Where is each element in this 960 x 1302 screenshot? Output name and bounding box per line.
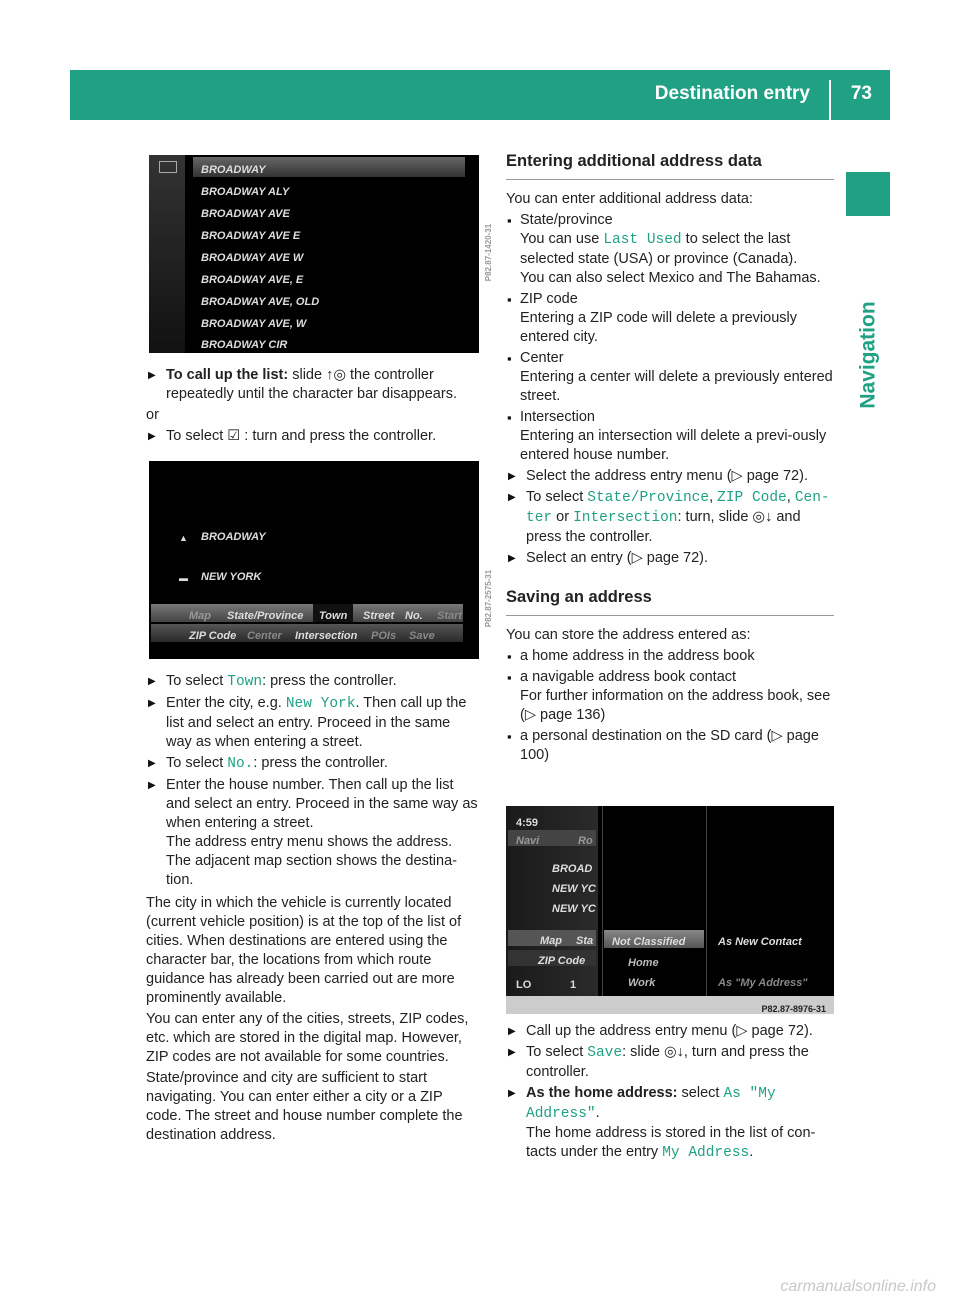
bullet-item: ▪ ZIP code	[506, 290, 834, 309]
detail-text: You can use	[520, 231, 604, 247]
instruction-step: ▶ Enter the house number. Then call up the list and select an entry. Proceed in the same way as when entering a street.	[146, 776, 480, 833]
step-text: slide ↑◎ the controller repeatedly until the character bar disappears.	[166, 367, 457, 402]
paragraph: State/province and city are sufficient to start navigating. You can enter either a city or a ZIP code. The street and house number complete the destination address.	[146, 1070, 463, 1143]
step-text: To select	[526, 1044, 588, 1060]
menu-zip[interactable]: ZIP Code	[538, 955, 586, 967]
list-item: BROADWAY CIR	[201, 339, 288, 351]
side-tab-label: Navigation	[856, 301, 880, 409]
menu-zip[interactable]: ZIP Code	[189, 630, 237, 642]
menu-town[interactable]: Town	[319, 610, 348, 622]
step-text: .	[595, 1105, 600, 1121]
menu-work[interactable]: Work	[628, 977, 656, 989]
instruction-step	[146, 754, 480, 774]
page-number: 73	[850, 83, 872, 104]
menu-term: New York	[285, 696, 356, 712]
menu-as-my-address[interactable]: As "My Address"	[718, 977, 808, 989]
left-column-lower	[146, 672, 480, 1145]
menu-term: My Address	[662, 1145, 750, 1161]
screen-street-list	[149, 155, 493, 353]
step-result: The adjacent map section shows the destina-tion.	[166, 853, 457, 888]
menu-term: Cen-ter	[526, 490, 830, 526]
watermark: carmanualsonline.info	[780, 1278, 936, 1295]
menu-term: Last Used	[603, 232, 682, 248]
step-label: To call up the list:	[166, 367, 289, 383]
detail-text: to select the last selected state (USA) or province (Canada).	[520, 231, 798, 267]
right-column	[506, 152, 834, 765]
menu-term: Intersection	[573, 510, 678, 526]
step-text: To select	[166, 755, 228, 771]
bullet-item: ▪ Intersection	[506, 408, 834, 427]
bullet-detail	[506, 230, 834, 269]
instruction-step	[146, 366, 480, 404]
menu-term: Save	[587, 1045, 623, 1061]
menu-map[interactable]: Map	[540, 935, 562, 947]
side-tab-marker	[846, 172, 890, 216]
divider	[602, 806, 603, 996]
step-text: .	[749, 1144, 754, 1160]
paragraph: You can enter any of the cities, streets, ZIP codes, etc. which are stored in the digital map. However, ZIP codes are not available for some countries.	[146, 1011, 469, 1065]
address-row: NEW YC	[552, 903, 596, 915]
list-item: BROADWAY ALY	[201, 186, 290, 198]
bullet-item: ▪ a home address in the address book	[506, 647, 834, 666]
menu-home[interactable]: Home	[628, 957, 659, 969]
address-row-city: NEW YORK	[201, 571, 262, 583]
menu-not-classified[interactable]: Not Classified	[612, 936, 686, 948]
menu-pois[interactable]: POIs	[371, 630, 397, 642]
list-item: BROADWAY AVE	[201, 208, 290, 220]
screen-address-entry	[149, 461, 493, 659]
step-text: To select	[526, 489, 588, 505]
menu-center[interactable]: Center	[247, 630, 282, 642]
or-text: or	[146, 407, 159, 423]
clock: 4:59	[516, 817, 539, 829]
bullet-detail: Entering a center will delete a previously entered street.	[520, 369, 833, 404]
bullet-item: ▪ State/province	[506, 211, 834, 230]
menu-map[interactable]: Map	[189, 610, 211, 622]
image-code: P82.87-2575-31	[483, 569, 493, 628]
list-item: BROADWAY AVE, W	[201, 318, 307, 330]
menu-no[interactable]: No.	[405, 610, 423, 622]
menu-as-new-contact[interactable]: As New Contact	[718, 936, 802, 948]
step-text: : press the controller.	[253, 755, 388, 771]
image-code: P82.87-1420-31	[483, 223, 493, 282]
menu-start[interactable]: Start	[437, 610, 463, 622]
list-item: BROADWAY AVE W	[201, 252, 304, 264]
divider	[706, 806, 707, 996]
step-text: select	[677, 1085, 724, 1101]
step-text: : slide ◎↓, turn and press the controller.	[526, 1044, 809, 1080]
menu-term: No.	[227, 756, 254, 772]
back-icon	[159, 161, 177, 173]
bullet-item: ▪ a personal destination on the SD card (▷ page 100)	[506, 727, 834, 765]
step-text: To select	[166, 673, 228, 689]
image-code: P82.87-8976-31	[761, 1004, 826, 1014]
instruction-step: ▶ Call up the address entry menu (▷ page 72).	[506, 1022, 834, 1041]
tab-navi[interactable]: Navi	[516, 835, 540, 847]
screen-save-address	[506, 806, 834, 1014]
address-row: NEW YC	[552, 883, 596, 895]
menu-save[interactable]: Save	[409, 630, 435, 642]
instruction-step	[146, 672, 480, 692]
paragraph: You can store the address entered as:	[506, 627, 751, 643]
status-count: 1	[570, 979, 577, 991]
header-separator	[829, 80, 831, 120]
instruction-step	[506, 1043, 834, 1082]
list-item: BROADWAY AVE, E	[201, 274, 304, 286]
paragraph: The city in which the vehicle is currently located (current vehicle position) is at the top of the list of cities. When destinations are entered using the character bar, the locations from which route guidance has already been carried out are more prominently available.	[146, 895, 462, 1006]
instruction-step: ▶ To select State/Province, ZIP Code, Cen-ter or Intersection: turn, slide ◎↓ and press the controller.	[506, 488, 834, 547]
tab-route[interactable]: Ro	[578, 835, 593, 847]
left-column	[146, 366, 480, 446]
paragraph: You can enter additional address data:	[506, 191, 753, 207]
menu-intersection[interactable]: Intersection	[295, 630, 358, 642]
step-text: Enter the city, e.g.	[166, 695, 286, 711]
step-text: The home address is stored in the list of con-tacts under the entry	[526, 1125, 816, 1160]
instruction-step: ▶ Select the address entry menu (▷ page 72).	[506, 467, 834, 486]
step-text: : turn, slide ◎↓ and press the controller.	[526, 509, 801, 545]
bullet-detail: Entering a ZIP code will delete a previously entered city.	[520, 310, 797, 345]
menu-term: ZIP Code	[717, 490, 787, 506]
city-icon: ▬	[179, 573, 188, 583]
list-item: BROADWAY AVE E	[201, 230, 301, 242]
section-heading: Saving an address	[506, 588, 834, 616]
menu-term: Town	[227, 674, 263, 690]
header-title: Destination entry	[654, 83, 810, 104]
screen-sidebar	[149, 155, 185, 353]
menu-term: State/Province	[587, 490, 710, 506]
section-heading: Entering additional address data	[506, 152, 834, 180]
step-result	[506, 1124, 834, 1163]
bullet-detail: For further information on the address book, see (▷ page 136)	[520, 688, 831, 723]
address-row: BROAD	[552, 863, 593, 875]
menu-street[interactable]: Street	[363, 610, 395, 622]
bullet-detail: You can also select Mexico and The Bahamas.	[520, 270, 821, 286]
location-icon: ▲	[179, 533, 188, 543]
step-result: The address entry menu shows the address.	[166, 834, 453, 850]
step-label: As the home address:	[526, 1085, 678, 1101]
address-row-street: BROADWAY	[201, 531, 266, 543]
step-text: or	[552, 509, 574, 525]
menu-state[interactable]: Sta	[576, 935, 594, 947]
bullet-item: ▪ a navigable address book contact	[506, 668, 834, 687]
menu-term: As "My Address"	[526, 1086, 776, 1122]
side-tab	[846, 290, 890, 420]
step-text: . Then call up the list and select an entry. Proceed in the same way as when entering a street.	[166, 695, 467, 750]
list-item: BROADWAY AVE, OLD	[201, 296, 320, 308]
page-header	[70, 70, 890, 120]
step-text: : press the controller.	[262, 673, 397, 689]
status-lo: LO	[516, 979, 532, 991]
bullet-item: ▪ Center	[506, 349, 834, 368]
bullet-detail: Entering an intersection will delete a previ-ously entered house number.	[520, 428, 827, 463]
instruction-step: ▶ To select ☑ : turn and press the controller.	[146, 427, 480, 446]
instruction-step	[146, 694, 480, 752]
instruction-step	[506, 1084, 834, 1124]
right-column-lower	[506, 1022, 834, 1163]
list-item: BROADWAY	[201, 164, 266, 176]
instruction-step: ▶ Select an entry (▷ page 72).	[506, 549, 834, 568]
menu-state[interactable]: State/Province	[227, 610, 304, 622]
